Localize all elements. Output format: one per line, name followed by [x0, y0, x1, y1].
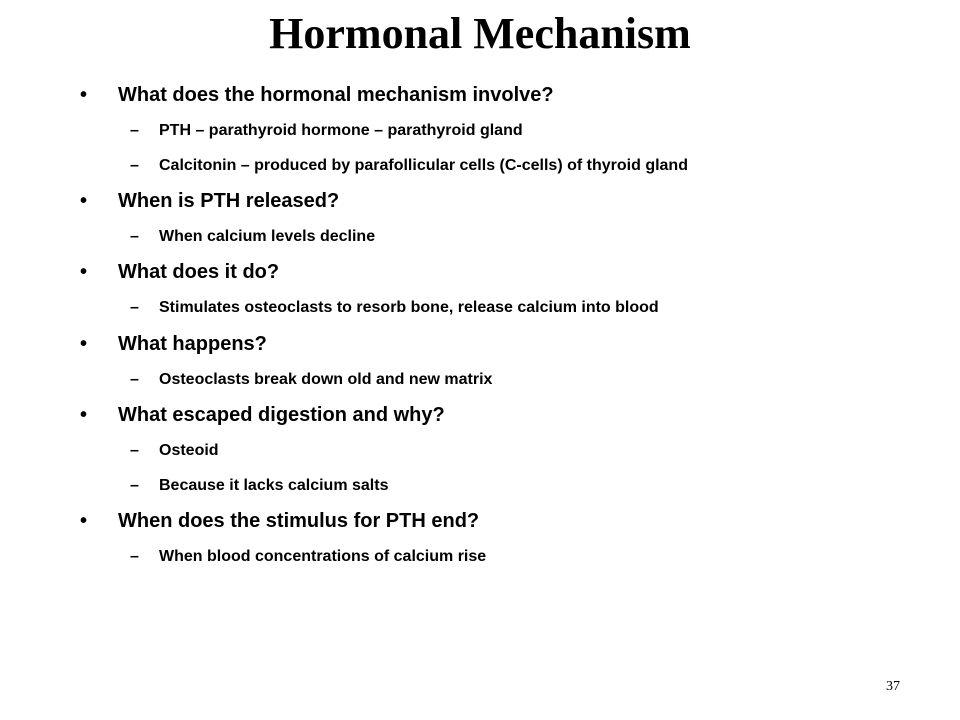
sub-bullet-text: Because it lacks calcium salts	[159, 477, 389, 494]
bullet-item	[80, 332, 267, 356]
bullet-marker: •	[80, 261, 88, 283]
sub-bullet-item	[130, 121, 523, 141]
dash-marker: –	[130, 371, 139, 388]
sub-bullet-item	[130, 476, 388, 496]
sub-bullet-text: When blood concentrations of calcium rise	[159, 548, 487, 565]
bullet-text: What happens?	[118, 333, 267, 355]
sub-bullet-text: Osteoid	[159, 442, 219, 459]
bullet-item	[80, 509, 479, 533]
sub-bullet-text: Osteoclasts break down old and new matrix	[159, 371, 493, 388]
sub-bullet-item	[130, 298, 659, 318]
sub-bullet-item	[130, 370, 492, 390]
bullet-text: What does the hormonal mechanism involve?	[118, 84, 554, 106]
page-number: 37	[886, 679, 900, 694]
dash-marker: –	[130, 157, 139, 174]
sub-bullet-item	[130, 156, 688, 176]
bullet-item	[80, 260, 279, 284]
dash-marker: –	[130, 477, 139, 494]
bullet-marker: •	[80, 333, 88, 355]
bullet-item	[80, 189, 339, 213]
bullet-text: When is PTH released?	[118, 190, 340, 212]
dash-marker: –	[130, 228, 139, 245]
bullet-marker: •	[80, 84, 88, 106]
sub-bullet-text: PTH – parathyroid hormone – parathyroid gland	[159, 122, 523, 139]
sub-bullet-item	[130, 547, 486, 567]
bullet-text: When does the stimulus for PTH end?	[118, 510, 480, 532]
sub-bullet-text: When calcium levels decline	[159, 228, 376, 245]
dash-marker: –	[130, 442, 139, 459]
bullet-text: What escaped digestion and why?	[118, 404, 445, 426]
sub-bullet-text: Stimulates osteoclasts to resorb bone, release calcium into blood	[159, 299, 659, 316]
dash-marker: –	[130, 548, 139, 565]
bullet-marker: •	[80, 190, 88, 212]
bullet-marker: •	[80, 510, 88, 532]
dash-marker: –	[130, 299, 139, 316]
bullet-text: What does it do?	[118, 261, 280, 283]
slide-title: Hormonal Mechanism	[269, 9, 691, 58]
bullet-item	[80, 83, 554, 107]
sub-bullet-item	[130, 441, 219, 461]
bullet-item	[80, 403, 445, 427]
sub-bullet-text: Calcitonin – produced by parafollicular cells (C-cells) of thyroid gland	[159, 157, 688, 174]
sub-bullet-item	[130, 227, 375, 247]
bullet-marker: •	[80, 404, 88, 426]
dash-marker: –	[130, 122, 139, 139]
